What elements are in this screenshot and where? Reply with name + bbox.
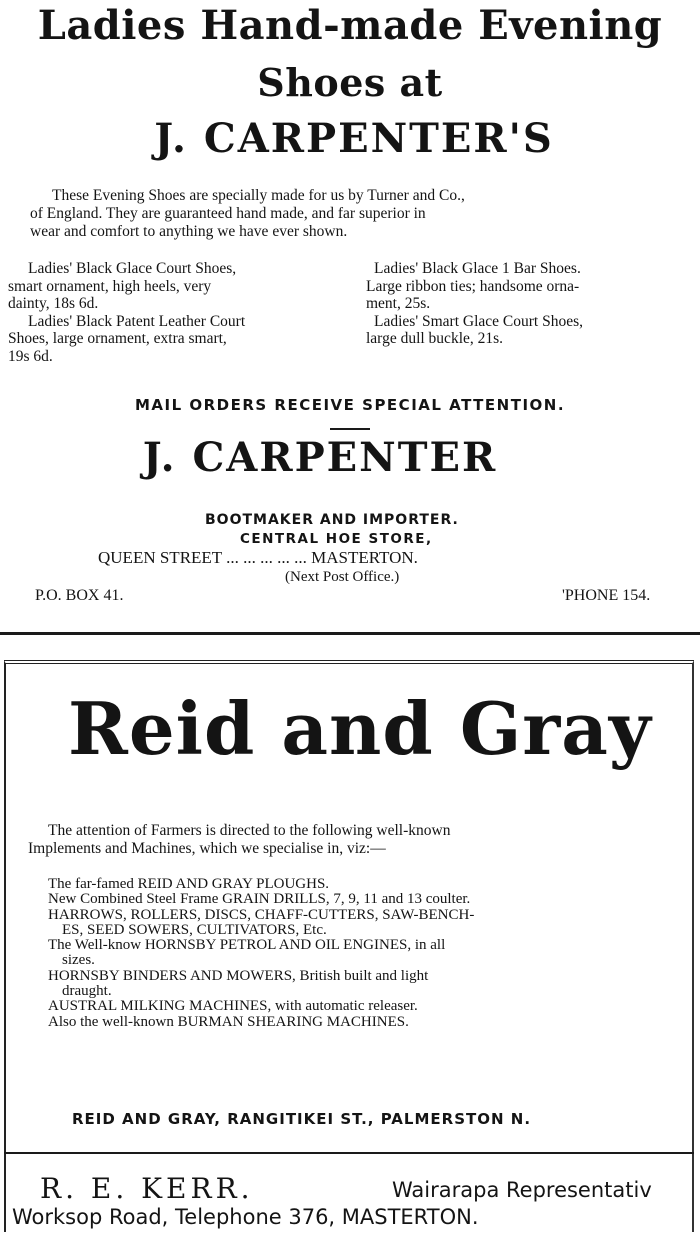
carpenter-store: CENTRAL HOE STORE, [240,531,433,547]
carpenter-name: J. CARPENTER [142,434,498,481]
listing-line: Ladies' Black Glace Court Shoes, [28,260,237,277]
section-divider [0,632,700,635]
intro-line: wear and comfort to anything we have ever shown. [30,223,348,240]
intro-line: The attention of Farmers is directed to the following well-known [48,822,451,839]
listing-line: ment, 25s. [366,295,431,312]
listing-line: Shoes, large ornament, extra smart, [8,330,227,347]
listing-line: Ladies' Black Glace 1 Bar Shoes. [374,260,581,277]
carpenter-title-line1: Ladies Hand-made Evening [37,2,663,49]
intro-line: of England. They are guaranteed hand made, and far superior in [30,205,426,222]
carpenter-title-line3: J. CARPENTER'S [154,115,554,162]
intro-line: Implements and Machines, which we specialise in, viz:— [28,840,386,857]
listing-line: Ladies' Smart Glace Court Shoes, [374,312,583,330]
carpenter-address: QUEEN STREET ... ... ... ... ... MASTERTON. [98,548,418,567]
carpenter-title-line2: Shoes at [257,60,443,105]
carpenter-intro [30,187,690,241]
carpenter-trade: BOOTMAKER AND IMPORTER. [205,512,459,528]
divider [330,428,370,430]
list-item: HARROWS, ROLLERS, DISCS, CHAFF-CUTTERS, SAW-BENCH- [48,906,475,923]
list-item: New Combined Steel Frame GRAIN DRILLS, 7, 9, 11 and 13 coulter. [48,891,471,908]
implements-list [48,877,688,1030]
intro-line: These Evening Shoes are specially made for us by Turner and Co., [52,187,465,204]
reid-gray-title: Reid and Gray [68,686,652,771]
agent-address: Worksop Road, Telephone 376, MASTERTON. [12,1205,479,1229]
carpenter-next-to: (Next Post Office.) [285,569,400,585]
listing-line: large dull buckle, 21s. [366,330,504,347]
listing-line: Ladies' Black Patent Leather Court [28,312,246,330]
reid-gray-intro [28,822,688,858]
listing-line: Large ribbon ties; handsome orna- [366,277,580,295]
reid-gray-footer: REID AND GRAY, RANGITIKEI ST., PALMERSTON N. [72,1110,532,1128]
shoe-listing-left [8,260,368,365]
list-item: The far-famed REID AND GRAY PLOUGHS. [48,876,330,892]
list-item: AUSTRAL MILKING MACHINES, with automatic releaser. [48,998,418,1015]
agent-role: Wairarapa Representativ [392,1178,652,1202]
mail-orders-notice: MAIL ORDERS RECEIVE SPECIAL ATTENTION. [134,396,566,414]
listing-line: dainty, 18s 6d. [8,295,99,312]
list-item: draught. [62,983,112,1000]
carpenter-phone: 'PHONE 154. [562,587,651,604]
shoe-listing-right [366,260,698,348]
list-item: The Well-know HORNSBY PETROL AND OIL ENGINES, in all [48,937,446,954]
listing-line: smart ornament, high heels, very [8,277,212,295]
list-item: HORNSBY BINDERS AND MOWERS, British built and light [48,967,429,984]
list-item: sizes. [62,952,95,969]
list-item: Also the well-known BURMAN SHEARING MACHINES. [48,1013,409,1030]
list-item: ES, SEED SOWERS, CULTIVATORS, Etc. [62,921,327,938]
listing-line: 19s 6d. [8,347,53,365]
agent-divider [4,1152,694,1154]
agent-name: R. E. KERR. [40,1172,254,1205]
carpenter-po-box: P.O. BOX 41. [35,587,124,604]
